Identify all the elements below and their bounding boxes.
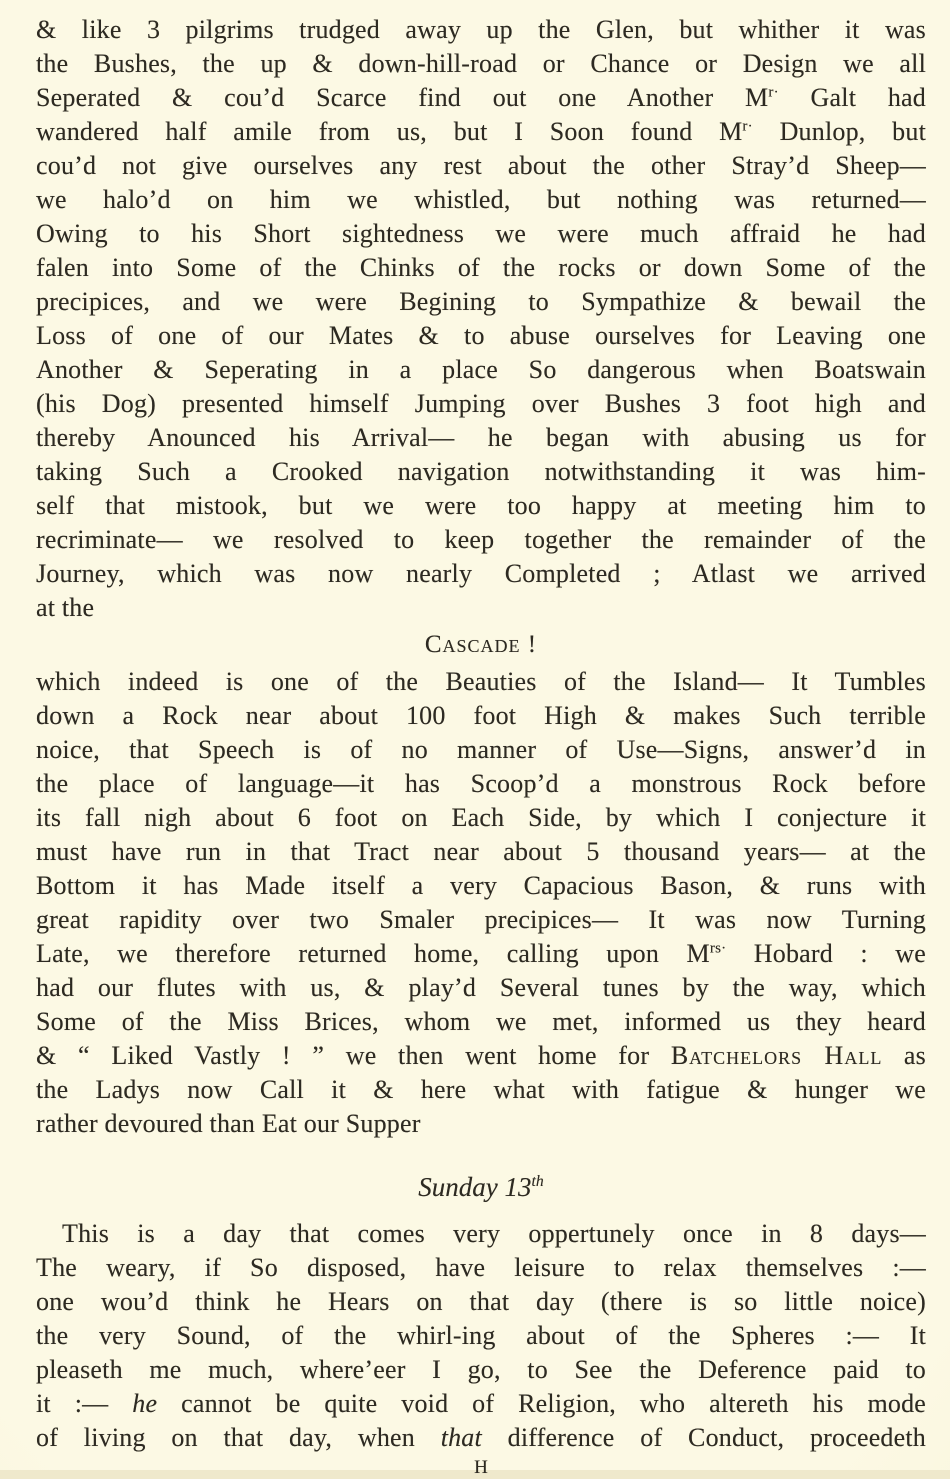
text-run: Late, we therefore returned home, calling upon M bbox=[36, 939, 710, 968]
text-run: at the bbox=[36, 593, 95, 622]
text-line bbox=[36, 217, 926, 251]
text-run: must have run in that Tract near about 5 thousand years— at the bbox=[36, 837, 926, 866]
text-line bbox=[36, 1285, 926, 1319]
text-run: the place of language—it has Scoop’d a monstrous Rock before bbox=[36, 769, 926, 798]
text-run: noice, that Speech is of no manner of Use—Signs, answer’d in bbox=[36, 735, 926, 764]
text-line bbox=[36, 1073, 926, 1107]
styled-text-run: Batchelors Hall bbox=[670, 1041, 883, 1070]
superscript-abbreviation: rs· bbox=[709, 940, 727, 957]
text-line bbox=[36, 1387, 926, 1421]
text-run: difference of Conduct, proceedeth bbox=[481, 1423, 926, 1452]
styled-text-run: that bbox=[440, 1423, 482, 1452]
text-line bbox=[36, 937, 926, 971]
text-line bbox=[36, 591, 926, 625]
text-line bbox=[36, 835, 926, 869]
text-run: precipices, and we were Begining to Sympathize & bewail the bbox=[36, 287, 926, 316]
text-line bbox=[36, 387, 926, 421]
journal-paragraph-sunday bbox=[36, 1217, 926, 1455]
text-run: great rapidity over two Smaler precipices— It was now Turning bbox=[36, 905, 926, 934]
text-run: rather devoured than Eat our Supper bbox=[36, 1109, 421, 1138]
text-line bbox=[36, 251, 926, 285]
text-run: as bbox=[882, 1041, 926, 1070]
text-run: cou’d not give ourselves any rest about the other Stray’d Sheep— bbox=[36, 151, 926, 180]
styled-text-run: he bbox=[132, 1389, 158, 1418]
text-run: self that mistook, but we were too happy at meeting him to bbox=[36, 491, 926, 520]
text-line bbox=[36, 869, 926, 903]
text-run: its fall nigh about 6 foot on Each Side, by which I conjecture it bbox=[36, 803, 926, 832]
text-line bbox=[36, 81, 926, 115]
text-run: falen into Some of the Chinks of the rocks or down Some of the bbox=[36, 253, 926, 282]
text-run: recriminate— we resolved to keep together the remainder of the bbox=[36, 525, 926, 554]
text-line bbox=[36, 319, 926, 353]
text-run: one wou’d think he Hears on that day (there is so little noice) bbox=[36, 1287, 926, 1316]
text-run: it :— bbox=[36, 1389, 133, 1418]
text-run: Bottom it has Made itself a very Capacious Bason, & runs with bbox=[36, 871, 926, 900]
text-line bbox=[36, 149, 926, 183]
text-run: Some of the Miss Brices, whom we met, informed us they heard bbox=[36, 1007, 926, 1036]
text-run: the Bushes, the up & down-hill-road or Chance or Design we all bbox=[36, 49, 926, 78]
text-line bbox=[36, 1421, 926, 1455]
text-line bbox=[36, 801, 926, 835]
text-line bbox=[36, 455, 926, 489]
text-line bbox=[36, 1107, 926, 1141]
text-run: Owing to his Short sightedness we were much affraid he had bbox=[36, 219, 926, 248]
text-line bbox=[36, 353, 926, 387]
text-line bbox=[36, 47, 926, 81]
text-run: This is a day that comes very oppertunely once in 8 days— bbox=[62, 1219, 926, 1248]
text-line bbox=[36, 285, 926, 319]
text-run: (his Dog) presented himself Jumping over Bushes 3 foot high and bbox=[36, 389, 926, 418]
text-line bbox=[36, 489, 926, 523]
text-line bbox=[36, 421, 926, 455]
text-run: Galt had bbox=[778, 83, 926, 112]
text-run: Hobard : we bbox=[726, 939, 926, 968]
text-run: wandered half amile from us, but I Soon found M bbox=[36, 117, 743, 146]
text-line bbox=[36, 1319, 926, 1353]
text-line bbox=[36, 903, 926, 937]
styled-text-run: Cascade ! bbox=[424, 631, 538, 658]
text-run: taking Such a Crooked navigation notwithstanding it was him- bbox=[36, 457, 926, 486]
text-run: Dunlop, but bbox=[752, 117, 927, 146]
text-line bbox=[36, 1217, 926, 1251]
text-run: had our flutes with us, & play’d Several tunes by the way, which bbox=[36, 973, 926, 1002]
journal-paragraph-glen bbox=[36, 13, 926, 625]
text-line bbox=[36, 665, 926, 699]
styled-text-run: th bbox=[531, 1173, 544, 1190]
text-run: Loss of one of our Mates & to abuse ourselves for Leaving one bbox=[36, 321, 926, 350]
text-run: which indeed is one of the Beauties of the Island— It Tumbles bbox=[36, 667, 926, 696]
text-run: thereby Anounced his Arrival— he began with abusing us for bbox=[36, 423, 926, 452]
text-run: Seperated & cou’d Scarce find out one Another M bbox=[36, 83, 769, 112]
text-run: we halo’d on him we whistled, but nothing was returned— bbox=[36, 185, 926, 214]
text-line bbox=[36, 523, 926, 557]
text-line bbox=[36, 767, 926, 801]
text-run: & like 3 pilgrims trudged away up the Glen, but whither it was bbox=[36, 15, 926, 44]
text-run: the Ladys now Call it & here what with fatigue & hunger we bbox=[36, 1075, 926, 1104]
text-line bbox=[36, 1005, 926, 1039]
text-run: of living on that day, when bbox=[36, 1423, 441, 1452]
text-run: down a Rock near about 100 foot High & makes Such terrible bbox=[36, 701, 926, 730]
text-run: The weary, if So disposed, have leisure to relax themselves :— bbox=[36, 1253, 926, 1282]
text-line bbox=[36, 699, 926, 733]
cascade-heading bbox=[36, 628, 926, 662]
sunday-date-heading bbox=[36, 1169, 926, 1205]
text-run: pleaseth me much, where’eer I go, to See the Deference paid to bbox=[36, 1355, 926, 1384]
text-line bbox=[36, 1251, 926, 1285]
text-line bbox=[36, 13, 926, 47]
superscript-abbreviation: r· bbox=[768, 84, 779, 101]
text-run: Journey, which was now nearly Completed ; Atlast we arrived bbox=[36, 559, 926, 588]
text-line bbox=[36, 183, 926, 217]
text-run: cannot be quite void of Religion, who altereth his mode bbox=[157, 1389, 927, 1418]
journal-paragraph-cascade bbox=[36, 665, 926, 1141]
text-run: & “ Liked Vastly ! ” we then went home for bbox=[36, 1041, 671, 1070]
text-run: Another & Seperating in a place So dangerous when Boatswain bbox=[36, 355, 926, 384]
text-run: the very Sound, of the whirl-ing about of the Spheres :— It bbox=[36, 1321, 926, 1350]
text-line bbox=[36, 971, 926, 1005]
signature-mark: H bbox=[474, 1457, 488, 1478]
text-line bbox=[36, 557, 926, 591]
text-line bbox=[36, 115, 926, 149]
superscript-abbreviation: r· bbox=[742, 118, 753, 135]
styled-text-run: Sunday 13 bbox=[418, 1172, 532, 1202]
text-line bbox=[36, 733, 926, 767]
text-line bbox=[36, 1353, 926, 1387]
text-line bbox=[36, 1039, 926, 1073]
